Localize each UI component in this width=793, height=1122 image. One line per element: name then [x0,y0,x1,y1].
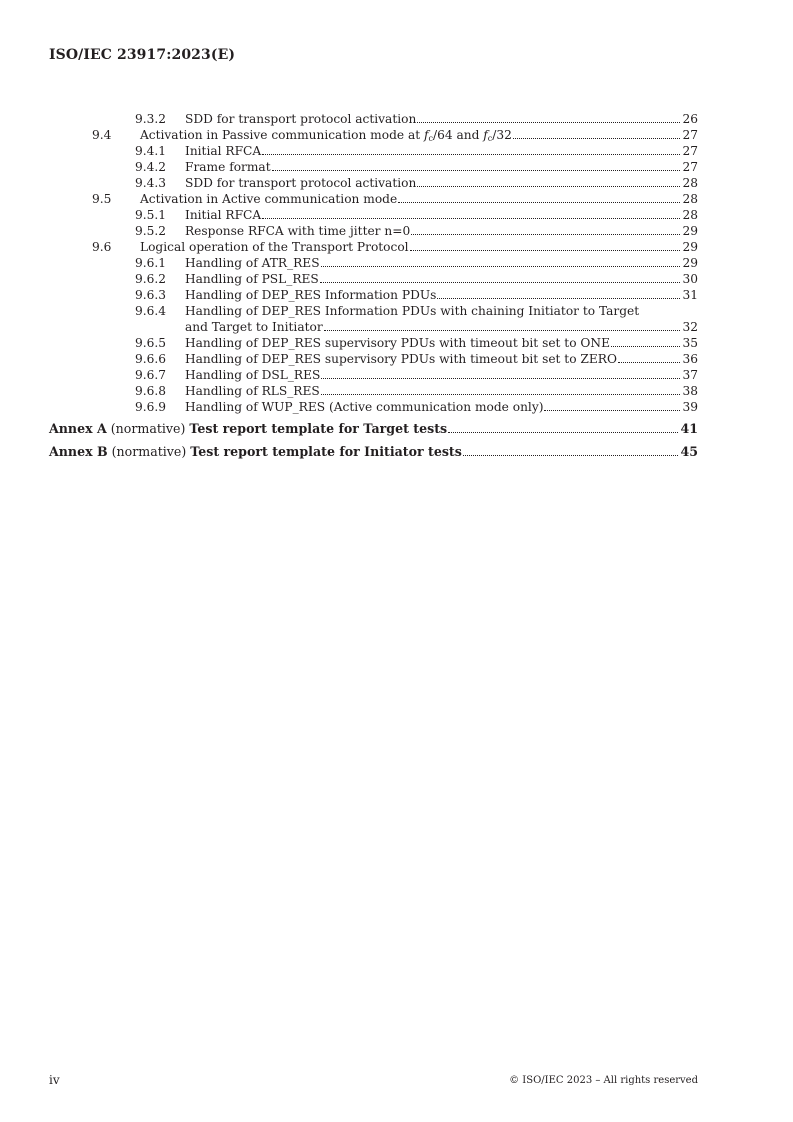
leader-dots [324,330,681,331]
toc-page: 41 [680,421,698,436]
annex-type: (normative) [111,444,187,459]
toc-entry-9-6-5[interactable] [49,335,698,351]
toc-number: 9.6.3 [135,288,167,302]
toc-number: 9.6 [92,240,112,254]
page-number: iv [49,1073,60,1087]
toc-number: 9.6.4 [135,304,167,318]
leader-dots [463,455,679,456]
leader-dots [320,282,681,283]
toc-entry-9-4-2[interactable] [49,159,698,175]
toc-number: 9.6.2 [135,272,167,286]
toc-page: 27 [682,144,698,158]
toc-page: 28 [682,176,698,190]
toc-entry-9-6-3[interactable] [49,287,698,303]
toc-page: 30 [682,272,698,286]
toc-entry-9-6-9[interactable] [49,399,698,415]
leader-dots [417,186,680,187]
toc-page: 35 [682,336,698,350]
toc-title: Activation in Passive communication mode at $f_c/64$ and $f_c/32$ [140,128,512,143]
table-of-contents [49,111,698,461]
toc-page: 28 [682,192,698,206]
toc-entry-9-6-4[interactable] [49,303,698,335]
toc-title: SDD for transport protocol activation [185,112,417,126]
leader-dots [618,362,681,363]
toc-entry-annex-a[interactable] [49,420,698,438]
toc-page: 27 [682,128,698,142]
copyright-notice: © ISO/IEC 2023 – All rights reserved [509,1075,698,1086]
toc-entry-9-6[interactable] [49,239,698,255]
toc-entry-9-6-2[interactable] [49,271,698,287]
toc-page: 29 [682,256,698,270]
toc-page: 27 [682,160,698,174]
toc-title: Handling of WUP_RES (Active communication mode only) [185,400,544,414]
toc-title-line-1: Handling of DEP_RES Information PDUs with chaining Initiator to Target [185,304,640,318]
toc-title: Frame format [185,160,271,174]
toc-title: Handling of DEP_RES supervisory PDUs with timeout bit set to ZERO [185,352,617,366]
toc-page: 39 [682,400,698,414]
toc-title: Handling of ATR_RES [185,256,320,270]
annex-title: Test report template for Target tests [189,421,448,436]
toc-number: 9.6.8 [135,384,167,398]
toc-number: 9.4.3 [135,176,167,190]
leader-dots [262,154,680,155]
toc-page: 28 [682,208,698,222]
toc-entry-9-6-7[interactable] [49,367,698,383]
leader-dots [321,394,681,395]
toc-entry-9-4[interactable] [49,127,698,143]
toc-title: Handling of RLS_RES [185,384,320,398]
annex-label: Annex B [49,444,108,459]
toc-title: Initial RFCA [185,144,262,158]
leader-dots [321,378,680,379]
toc-entry-9-6-8[interactable] [49,383,698,399]
toc-title: Handling of PSL_RES [185,272,319,286]
toc-entry-9-6-6[interactable] [49,351,698,367]
toc-number: 9.6.7 [135,368,167,382]
annex-type: (normative) [110,421,186,436]
toc-number: 9.4.2 [135,160,167,174]
leader-dots [417,122,680,123]
toc-page: 38 [682,384,698,398]
toc-title: Activation in Active communication mode [140,192,398,206]
toc-entry-9-4-3[interactable] [49,175,698,191]
leader-dots [410,250,681,251]
toc-entry-9-3-2[interactable] [49,111,698,127]
toc-entry-9-5-1[interactable] [49,207,698,223]
toc-title: Handling of DEP_RES Information PDUs [185,288,437,302]
toc-entry-9-5-2[interactable] [49,223,698,239]
toc-number: 9.6.9 [135,400,167,414]
leader-dots [611,346,681,347]
toc-page: 36 [682,352,698,366]
toc-title: Logical operation of the Transport Protocol [140,240,409,254]
toc-number: 9.6.6 [135,352,167,366]
leader-dots [398,202,680,203]
toc-page: 32 [682,320,698,334]
toc-title: Handling of DSL_RES [185,368,321,382]
leader-dots [448,432,678,433]
toc-entry-9-4-1[interactable] [49,143,698,159]
leader-dots [272,170,681,171]
toc-title: Handling of DEP_RES supervisory PDUs with timeout bit set to ONE [185,336,610,350]
leader-dots [544,410,680,411]
toc-page: 45 [680,444,698,459]
annex-title: Test report template for Initiator tests [190,444,462,459]
document-id: ISO/IEC 23917:2023(E) [49,47,236,63]
toc-page: 26 [682,112,698,126]
toc-number: 9.5 [92,192,112,206]
toc-number: 9.4 [92,128,112,142]
toc-entry-9-6-1[interactable] [49,255,698,271]
toc-entry-annex-b[interactable] [49,443,698,461]
leader-dots [262,218,680,219]
toc-title-line-2: and Target to Initiator [185,320,323,334]
toc-title: Initial RFCA [185,208,262,222]
toc-title: SDD for transport protocol activation [185,176,417,190]
leader-dots [513,138,681,139]
annex-label: Annex A [49,421,107,436]
leader-dots [411,234,680,235]
toc-page: 29 [682,240,698,254]
toc-page: 29 [682,224,698,238]
toc-page: 31 [682,288,698,302]
toc-number: 9.6.5 [135,336,167,350]
toc-number: 9.3.2 [135,112,167,126]
toc-number: 9.4.1 [135,144,167,158]
toc-page: 37 [682,368,698,382]
toc-number: 9.5.2 [135,224,167,238]
toc-entry-9-5[interactable] [49,191,698,207]
leader-dots [321,266,681,267]
toc-number: 9.5.1 [135,208,167,222]
toc-title: Response RFCA with time jitter n=0 [185,224,411,238]
leader-dots [437,298,680,299]
toc-number: 9.6.1 [135,256,167,270]
